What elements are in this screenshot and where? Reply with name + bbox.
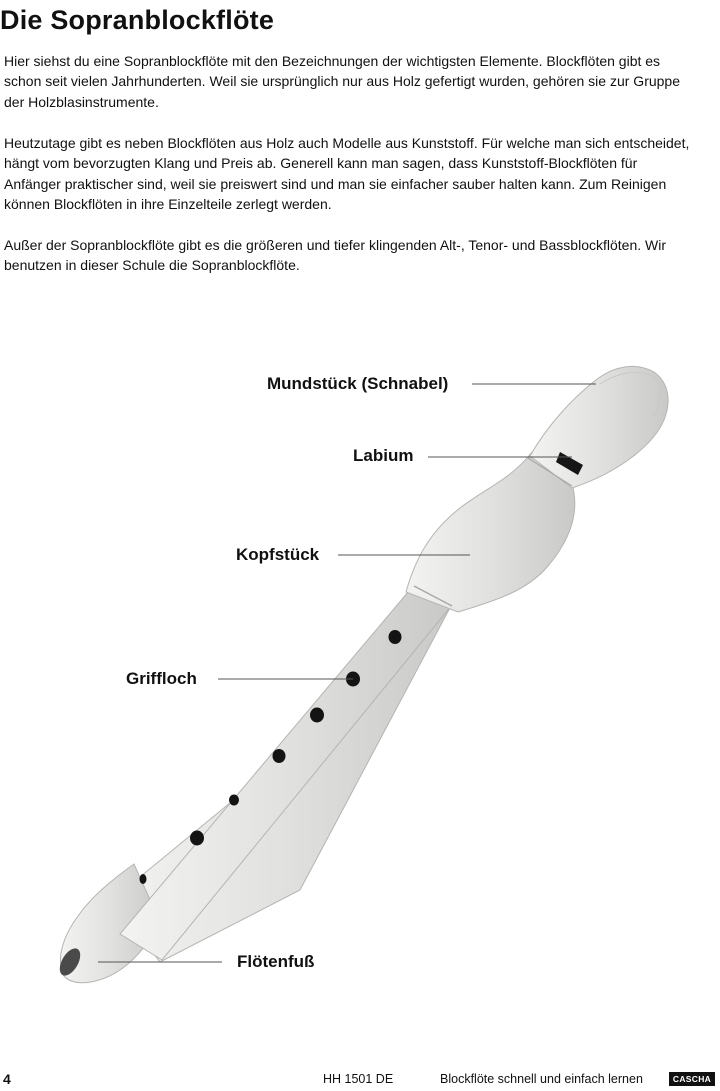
publisher-logo: CASCHA	[669, 1072, 715, 1086]
recorder-types-paragraph: Außer der Sopranblockflöte gibt es die größeren und tiefer klingenden Alt-, Tenor- und Bassblockflöten. Wir benutzen in dieser Schule die Sopranblockflöte.	[4, 237, 666, 274]
mouthpiece-shape	[530, 366, 668, 488]
head-joint-shape	[406, 452, 575, 612]
foot-joint-label: Flötenfuß	[237, 952, 315, 971]
page-title: Die Sopranblockflöte	[0, 5, 275, 35]
head-joint-label: Kopfstück	[236, 545, 320, 564]
finger-hole	[389, 630, 402, 644]
finger-hole	[273, 749, 286, 763]
book-title: Blockflöte schnell und einfach lernen	[440, 1072, 643, 1086]
catalog-code: HH 1501 DE	[323, 1072, 394, 1086]
finger-hole	[140, 874, 147, 884]
page-number: 4	[3, 1071, 11, 1087]
materials-paragraph: Heutzutage gibt es neben Blockflöten aus Holz auch Modelle aus Kunststoff. Für welche man sich entscheidet, hängt vom bevorzugten Klang und Preis ab. Generell kann man sagen, dass Kunststoff-Blockflöten für Anfänger praktischer sind, weil sie preiswert sind und man sie einfacher sauber halten kann. Zum Reinigen können Blockflöten in ihre Einzelteile zerlegt werden.	[4, 135, 690, 213]
finger-hole-label: Griffloch	[126, 669, 197, 688]
finger-hole	[190, 831, 204, 846]
intro-paragraph: Hier siehst du eine Sopranblockflöte mit den Bezeichnungen der wichtigsten Elemente. Blockflöten gibt es schon seit vielen Jahrhunderten. Weil sie ursprünglich nur aus Holz gefertigt wurden, gehören sie zur Gruppe der Holzblasinstrumente.	[4, 53, 680, 110]
mouthpiece-label: Mundstück (Schnabel)	[267, 374, 449, 393]
labium-label: Labium	[353, 446, 414, 465]
finger-hole	[310, 708, 324, 723]
body-tube	[120, 585, 452, 960]
page-footer	[0, 1069, 720, 1089]
finger-hole	[229, 795, 239, 806]
